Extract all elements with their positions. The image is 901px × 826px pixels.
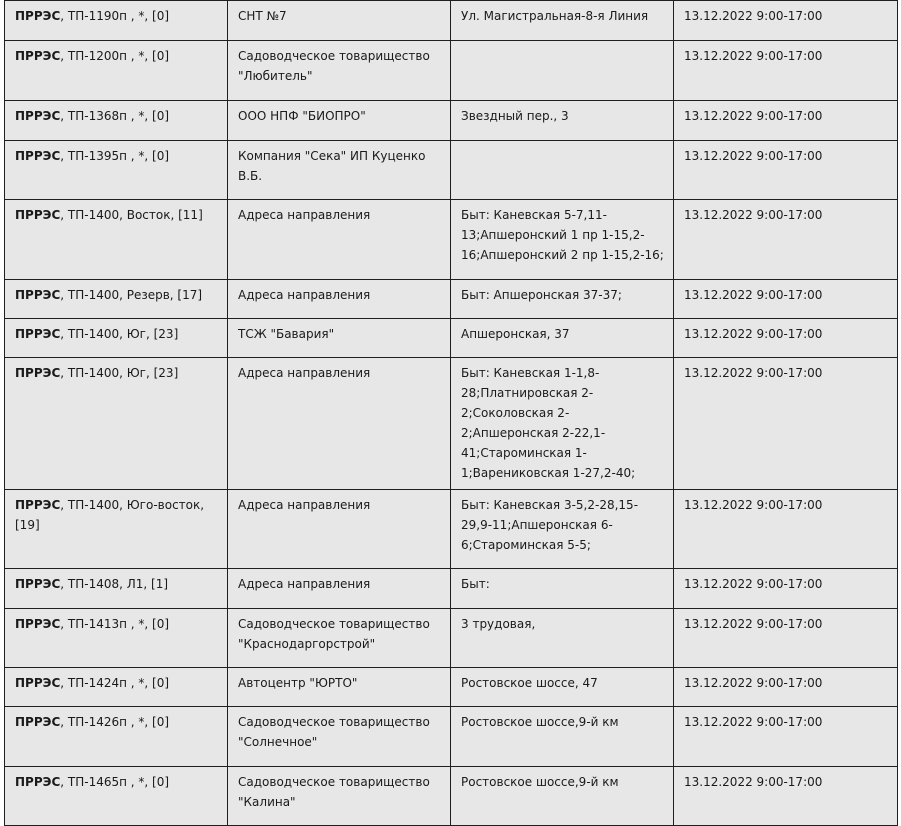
substation-label: , ТП-1200п , *, [0] [60,49,170,63]
consumer-cell: Адреса направления [228,490,451,569]
period-cell: 13.12.2022 9:00-17:00 [674,569,898,609]
substation-label: , ТП-1190п , *, [0] [60,9,170,23]
period-cell: 13.12.2022 9:00-17:00 [674,319,898,358]
table-row [5,41,898,101]
org-label: ПРРЭС [15,775,61,789]
substation-cell [5,200,228,280]
substation-cell [5,41,228,101]
table-row [5,707,898,767]
period-cell: 13.12.2022 9:00-17:00 [674,707,898,767]
outage-schedule-table [4,0,898,826]
table-row [5,200,898,280]
period-cell: 13.12.2022 9:00-17:00 [674,200,898,280]
substation-cell [5,609,228,668]
org-label: ПРРЭС [15,288,61,302]
table-row [5,1,898,41]
substation-cell [5,569,228,609]
consumer-cell: ТСЖ "Бавария" [228,319,451,358]
table-row [5,319,898,358]
address-cell [451,41,674,101]
substation-cell [5,280,228,319]
address-cell: Быт: Каневская 3-5,2-28,15-29,9-11;Апшеронская 6-6;Староминская 5-5; [451,490,674,569]
substation-cell [5,767,228,826]
consumer-cell: Садоводческое товарищество "Любитель" [228,41,451,101]
address-cell: Звездный пер., 3 [451,101,674,141]
consumer-cell: Адреса направления [228,280,451,319]
period-cell: 13.12.2022 9:00-17:00 [674,609,898,668]
period-cell: 13.12.2022 9:00-17:00 [674,41,898,101]
org-label: ПРРЭС [15,109,61,123]
period-cell: 13.12.2022 9:00-17:00 [674,280,898,319]
period-cell: 13.12.2022 9:00-17:00 [674,767,898,826]
org-label: ПРРЭС [15,9,61,23]
org-label: ПРРЭС [15,676,61,690]
address-cell: Быт: [451,569,674,609]
address-cell: Апшеронская, 37 [451,319,674,358]
table-row [5,358,898,490]
table-row [5,668,898,707]
substation-cell [5,358,228,490]
substation-cell [5,101,228,141]
substation-label: , ТП-1368п , *, [0] [60,109,170,123]
consumer-cell: ООО НПФ "БИОПРО" [228,101,451,141]
table-row [5,141,898,200]
address-cell: Ул. Магистральная-8-я Линия [451,1,674,41]
table-row [5,569,898,609]
org-label: ПРРЭС [15,149,61,163]
address-cell: Быт: Каневская 5-7,11-13;Апшеронский 1 пр 1-15,2-16;Апшеронский 2 пр 1-15,2-16; [451,200,674,280]
table-row [5,609,898,668]
address-cell: 3 трудовая, [451,609,674,668]
consumer-cell: Садоводческое товарищество "Солнечное" [228,707,451,767]
period-cell: 13.12.2022 9:00-17:00 [674,101,898,141]
address-cell: Ростовское шоссе,9-й км [451,707,674,767]
org-label: ПРРЭС [15,577,61,591]
period-cell: 13.12.2022 9:00-17:00 [674,1,898,41]
table-row [5,767,898,826]
substation-cell [5,490,228,569]
substation-label: , ТП-1400, Восток, [11] [60,208,203,222]
table-row [5,490,898,569]
org-label: ПРРЭС [15,498,61,512]
consumer-cell: Садоводческое товарищество "Калина" [228,767,451,826]
substation-label: , ТП-1395п , *, [0] [60,149,170,163]
substation-cell [5,319,228,358]
substation-cell [5,668,228,707]
consumer-cell: СНТ №7 [228,1,451,41]
address-cell: Ростовское шоссе, 47 [451,668,674,707]
substation-label: , ТП-1400, Юго-восток, [19] [15,498,205,532]
address-cell: Быт: Каневская 1-1,8-28;Платнировская 2-2;Соколовская 2-2;Апшеронская 2-22,1-41;Староминская 1-1;Варениковская 1-27,2-40; [451,358,674,490]
substation-label: , ТП-1400, Юг, [23] [60,327,179,341]
substation-label: , ТП-1465п , *, [0] [60,775,170,789]
consumer-cell: Компания "Сека" ИП Куценко В.Б. [228,141,451,200]
org-label: ПРРЭС [15,366,61,380]
period-cell: 13.12.2022 9:00-17:00 [674,490,898,569]
substation-cell [5,141,228,200]
substation-cell [5,707,228,767]
address-cell: Ростовское шоссе,9-й км [451,767,674,826]
period-cell: 13.12.2022 9:00-17:00 [674,358,898,490]
address-cell [451,141,674,200]
period-cell: 13.12.2022 9:00-17:00 [674,668,898,707]
consumer-cell: Адреса направления [228,569,451,609]
address-cell: Быт: Апшеронская 37-37; [451,280,674,319]
period-cell: 13.12.2022 9:00-17:00 [674,141,898,200]
substation-cell [5,1,228,41]
org-label: ПРРЭС [15,715,61,729]
substation-label: , ТП-1400, Резерв, [17] [60,288,203,302]
substation-label: , ТП-1400, Юг, [23] [60,366,179,380]
org-label: ПРРЭС [15,208,61,222]
substation-label: , ТП-1426п , *, [0] [60,715,170,729]
substation-label: , ТП-1408, Л1, [1] [60,577,169,591]
org-label: ПРРЭС [15,617,61,631]
outage-table-container [4,0,897,826]
consumer-cell: Адреса направления [228,200,451,280]
org-label: ПРРЭС [15,49,61,63]
consumer-cell: Садоводческое товарищество "Краснодаргорстрой" [228,609,451,668]
table-row [5,280,898,319]
table-row [5,101,898,141]
org-label: ПРРЭС [15,327,61,341]
consumer-cell: Адреса направления [228,358,451,490]
substation-label: , ТП-1424п , *, [0] [60,676,170,690]
consumer-cell: Автоцентр "ЮРТО" [228,668,451,707]
substation-label: , ТП-1413п , *, [0] [60,617,170,631]
